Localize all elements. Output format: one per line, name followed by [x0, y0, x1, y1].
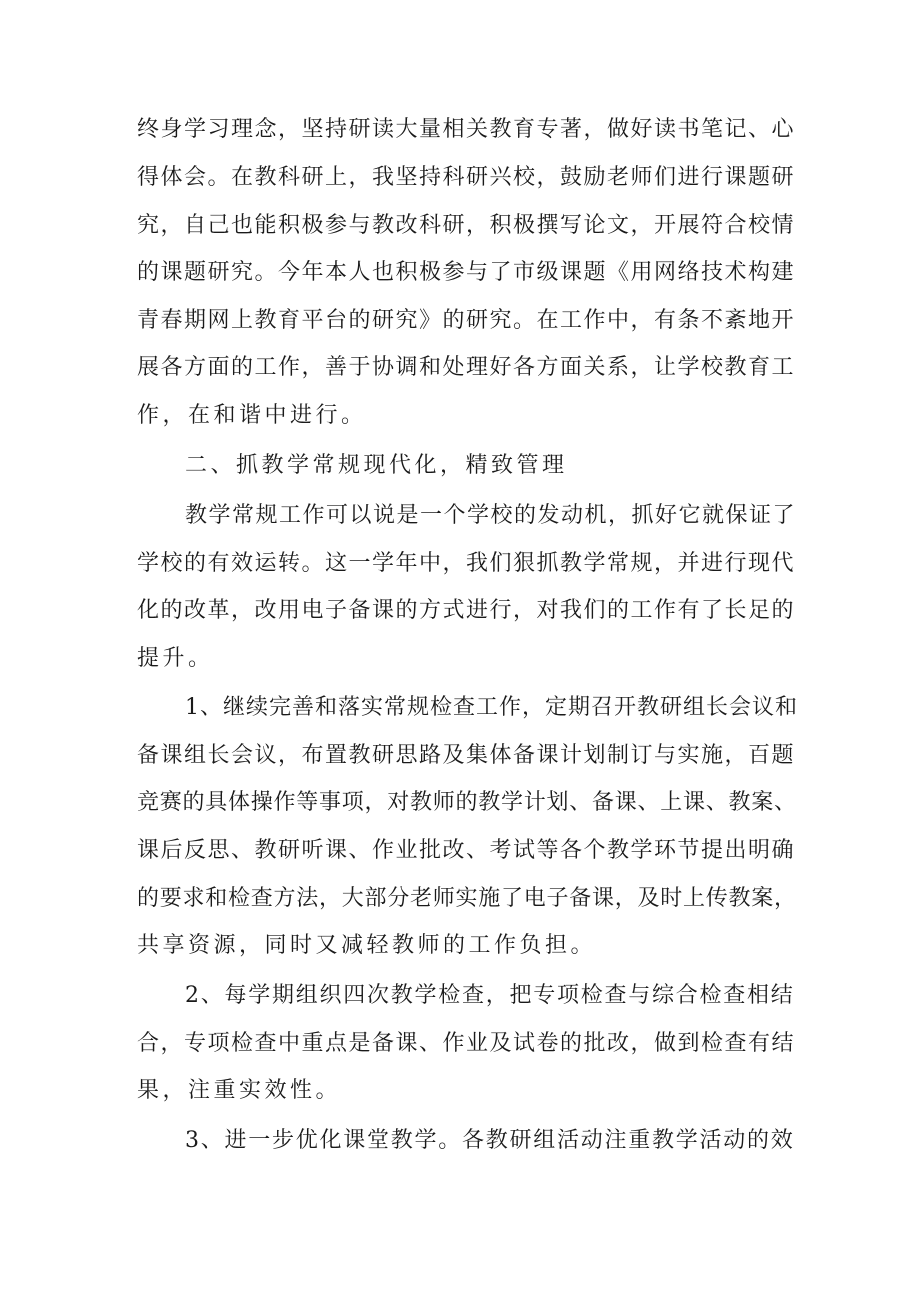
section-heading: 二、抓教学常规现代化，精致管理: [185, 453, 568, 478]
paragraph-line: 果，注重实效性。: [137, 1078, 342, 1103]
paragraph-line: 展各方面的工作，善于协调和处理好各方面关系，让学校教育工: [137, 355, 796, 380]
paragraph-line: 教学常规工作可以说是一个学校的发动机，抓好它就保证了: [185, 503, 797, 528]
paragraph-line: 的要求和检查方法，大部分老师实施了电子备课，及时上传教案，: [137, 886, 797, 911]
paragraph-line: 得体会。在教科研上，我坚持科研兴校，鼓励老师们进行课题研: [137, 165, 796, 190]
paragraph-line: 化的改革，改用电子备课的方式进行，对我们的工作有了长足的: [137, 598, 796, 623]
paragraph-line: 3、进一步优化课堂教学。各教研组活动注重教学活动的效: [185, 1128, 795, 1153]
paragraph-line: 课后反思、教研听课、作业批改、考试等各个教学环节提出明确: [137, 838, 796, 863]
paragraph-line: 1、继续完善和落实常规检查工作，定期召开教研组长会议和: [185, 695, 798, 720]
paragraph-line: 作，在和谐中进行。: [137, 403, 367, 428]
paragraph-line: 备课组长会议，布置教研思路及集体备课计划制订与实施，百题: [137, 743, 796, 768]
paragraph-line: 终身学习理念，坚持研读大量相关教育专著，做好读书笔记、心: [137, 117, 796, 142]
paragraph-line: 的课题研究。今年本人也积极参与了市级课题《用网络技术构建: [137, 260, 796, 285]
paragraph-line: 学校的有效运转。这一学年中，我们狠抓教学常规，并进行现代: [137, 551, 796, 576]
paragraph-line: 竞赛的具体操作等事项，对教师的教学计划、备课、上课、教案、: [137, 790, 797, 815]
paragraph-line: 青春期网上教育平台的研究》的研究。在工作中，有条不紊地开: [137, 308, 796, 333]
paragraph-line: 究，自己也能积极参与教改科研，积极撰写论文，开展符合校情: [137, 213, 796, 238]
paragraph-line: 共享资源，同时又减轻教师的工作负担。: [137, 933, 597, 958]
paragraph-line: 2、每学期组织四次教学检查，把专项检查与综合检查相结: [185, 983, 795, 1008]
paragraph-line: 提升。: [137, 646, 214, 671]
paragraph-line: 合，专项检查中重点是备课、作业及试卷的批改，做到检查有结: [137, 1031, 796, 1056]
